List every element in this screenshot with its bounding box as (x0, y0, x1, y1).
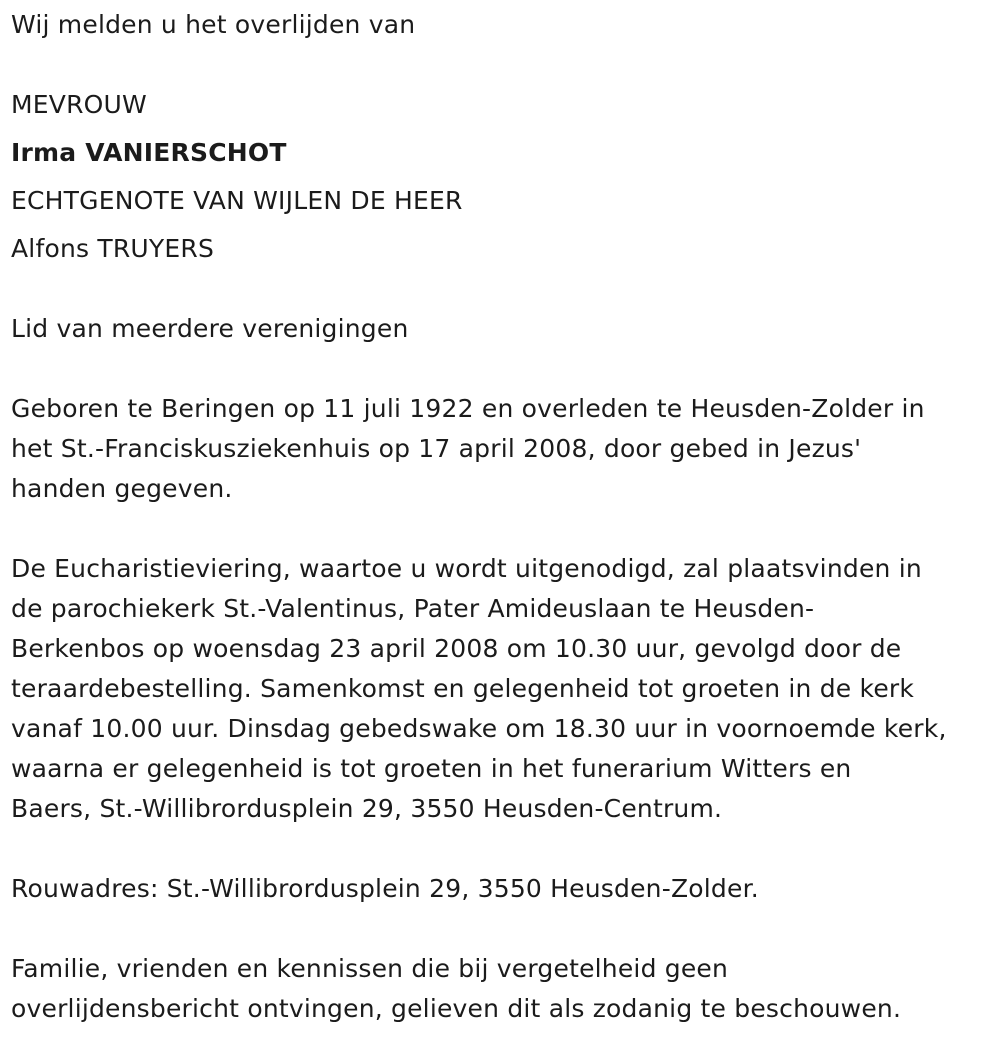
salutation: MEVROUW (11, 90, 147, 119)
birth-death-paragraph (11, 389, 986, 509)
ceremony-line: waarna er gelegenheid is tot groeten in het funerarium Witters en (11, 754, 852, 783)
ceremony-line: Berkenbos op woensdag 23 april 2008 om 10.30 uur, gevolgd door de (11, 634, 902, 663)
mourning-address: Rouwadres: St.-Willibrordusplein 29, 3550 Heusden-Zolder. (11, 874, 759, 903)
closing-line: Familie, vrienden en kennissen die bij vergetelheid geen (11, 954, 729, 983)
ceremony-line: vanaf 10.00 uur. Dinsdag gebedswake om 18.30 uur in voornoemde kerk, (11, 714, 947, 743)
closing-line: overlijdensbericht ontvingen, gelieven dit als zodanig te beschouwen. (11, 994, 902, 1023)
ceremony-line: de parochiekerk St.-Valentinus, Pater Amideuslaan te Heusden- (11, 594, 815, 623)
birth-death-line: Geboren te Beringen op 11 juli 1922 en overleden te Heusden-Zolder in (11, 394, 925, 423)
spouse-name: Alfons TRUYERS (11, 234, 215, 263)
ceremony-line: Baers, St.-Willibrordusplein 29, 3550 Heusden-Centrum. (11, 794, 723, 823)
deceased-name: Irma VANIERSCHOT (11, 138, 287, 167)
ceremony-line: De Eucharistieviering, waartoe u wordt uitgenodigd, zal plaatsvinden in (11, 554, 922, 583)
membership-text: Lid van meerdere verenigingen (11, 314, 409, 343)
relation-text: ECHTGENOTE VAN WIJLEN DE HEER (11, 186, 463, 215)
closing-paragraph (11, 949, 986, 1029)
ceremony-paragraph (11, 549, 986, 829)
birth-death-line: het St.-Franciskusziekenhuis op 17 april 2008, door gebed in Jezus' (11, 434, 862, 463)
ceremony-line: teraardebestelling. Samenkomst en gelegenheid tot groeten in de kerk (11, 674, 915, 703)
birth-death-line: handen gegeven. (11, 474, 233, 503)
address-paragraph (11, 869, 986, 909)
intro-text: Wij melden u het overlijden van (11, 10, 416, 39)
